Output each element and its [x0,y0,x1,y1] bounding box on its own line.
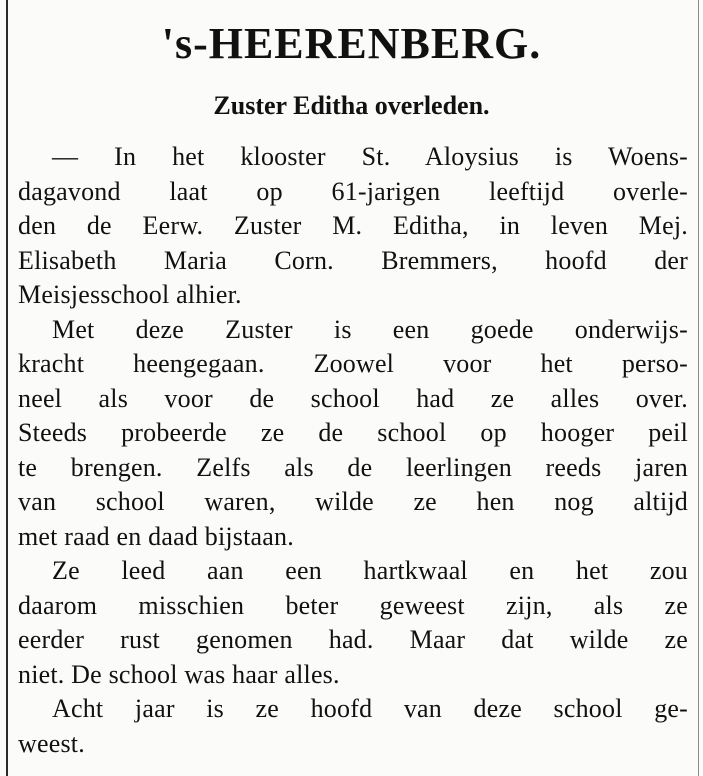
text-line: kracht heengegaan. Zoowel voor het perso- [18,349,688,378]
text-line: Meisjesschool alhier. [18,280,242,309]
text-line: Ze leed aan een hartkwaal en het zou [52,556,688,585]
paragraph-3 [18,554,688,692]
headline: 's-HEERENBERG. [161,19,542,68]
text-line: Elisabeth Maria Corn. Bremmers, hoofd der [18,245,688,275]
article-body [18,140,688,761]
text-line: niet. De school was haar alles. [18,659,340,689]
text-line: weest. [18,728,85,758]
text-line: te brengen. Zelfs als de leerlingen reeds jaren [18,452,688,482]
text-line: dagavond laat op 61-jarigen leeftijd overle- [18,176,688,206]
text-line: Steeds probeerde ze de school op hooger peil [18,418,688,447]
text-line: Acht jaar is ze hoofd van deze school ge- [52,694,688,723]
text-line: daarom misschien beter geweest zijn, als ze [18,590,688,620]
text-line: den de Eerw. Zuster M. Editha, in leven Mej. [18,211,688,240]
paragraph-4 [18,692,688,761]
text-line: van school waren, wilde ze hen nog altijd [18,487,688,516]
paragraph-2 [18,313,688,555]
paragraph-1 [18,140,688,313]
text-line: Met deze Zuster is een goede onderwijs- [52,314,688,344]
text-line: neel als voor de school had ze alles over. [18,383,688,413]
text-line: met raad en daad bijstaan. [18,521,294,551]
subheadline: Zuster Editha overleden. [213,91,490,120]
text-line: — In het klooster St. Aloysius is Woens- [52,142,688,171]
text-line: eerder rust genomen had. Maar dat wilde ze [18,625,688,654]
